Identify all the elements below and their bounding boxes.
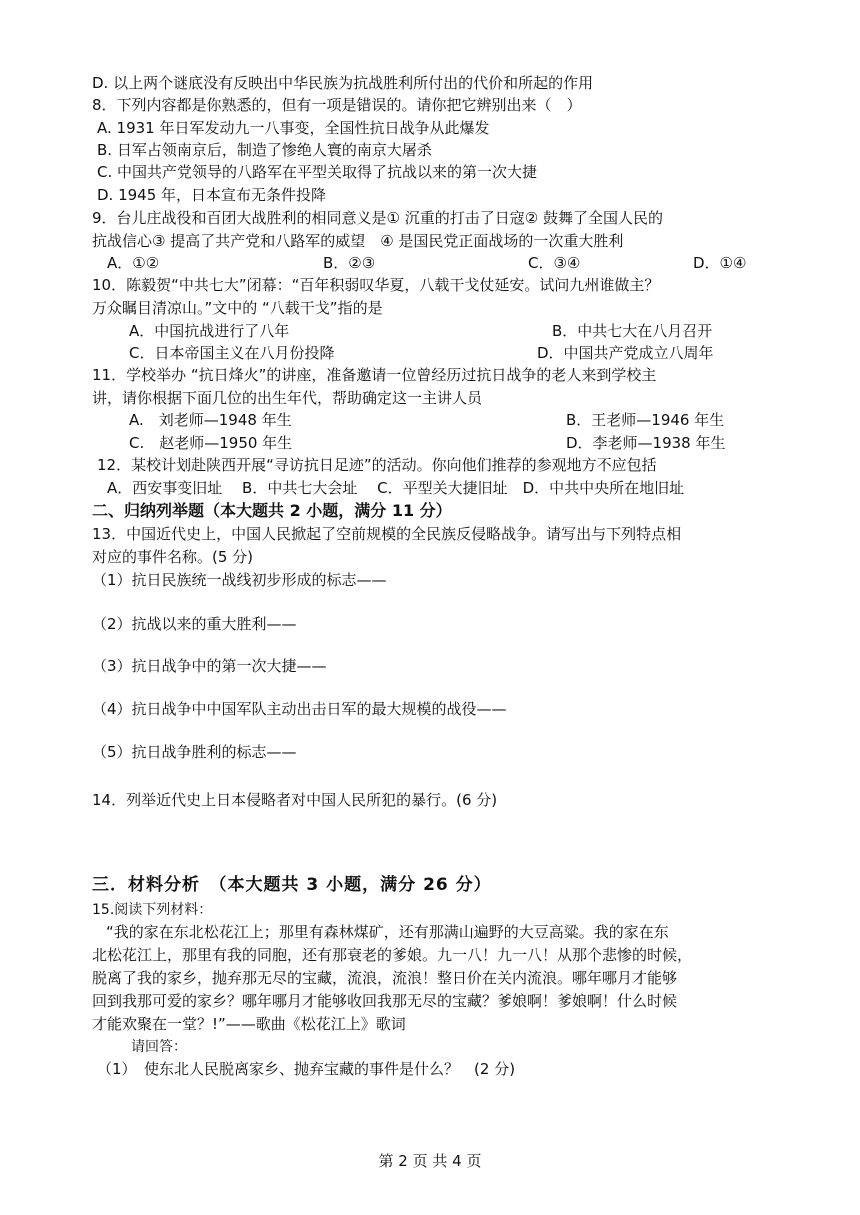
q15-answer-prompt: 请回答：: [131, 1039, 187, 1055]
q13-item-1: （1）抗日民族统一战线初步形成的标志——: [92, 571, 387, 589]
q10-option-d: D．中国共产党成立八周年: [537, 344, 714, 362]
q15-material-line5: 才能欢聚在一堂？!”——歌曲《松花江上》歌词: [92, 1015, 406, 1033]
q8-option-c: C. 中国共产党领导的八路军在平型关取得了抗战以来的第一次大捷: [97, 163, 538, 181]
section-3-title: 三．材料分析 （本大题共 3 小题，满分 26 分）: [92, 875, 492, 895]
q11-stem-line1: 11．学校举办 “抗日烽火”的讲座，准备邀请一位曾经历过抗日战争的老人来到学校主: [92, 366, 657, 384]
q11-option-d: D．李老师—1938 年生: [566, 434, 726, 452]
q15-intro: 15.阅读下列材料：: [92, 902, 213, 918]
q9-stem-line1: 9．台儿庄战役和百团大战胜利的相同意义是① 沉重的打击了日寇② 鼓舞了全国人民的: [92, 209, 663, 227]
q13-stem-line1: 13．中国近代史上，中国人民掀起了空前规模的全民族反侵略战争。请写出与下列特点相: [92, 525, 682, 543]
q12-options: A．西安事变旧址 B．中共七大会址 C．平型关大捷旧址 D．中共中央所在地旧址: [107, 479, 685, 497]
q8-option-b: B. 日军占领南京后，制造了惨绝人寰的南京大屠杀: [97, 141, 432, 159]
q9-option-c: C．③④: [528, 254, 581, 272]
q13-stem-line2: 对应的事件名称。(5 分): [92, 548, 254, 566]
q12-stem: 12．某校计划赴陕西开展“寻访抗日足迹”的活动。你向他们推荐的参观地方不应包括: [97, 456, 657, 474]
q9-stem-line2: 抗战信心③ 提高了共产党和八路军的威望 ④ 是国民党正面战场的一次重大胜利: [92, 232, 624, 250]
q15-material-line4: 回到我那可爱的家乡？哪年哪月才能够收回我那无尽的宝藏？爹娘啊！爹娘啊！什么时候: [92, 992, 678, 1010]
q10-option-c: C．日本帝国主义在八月份投降: [129, 344, 335, 362]
q15-material-line2: 北松花江上，那里有我的同胞，还有那衰老的爹娘。九一八！九一八！从那个悲惨的时候，: [92, 946, 693, 964]
q14-stem: 14．列举近代史上日本侵略者对中国人民所犯的暴行。(6 分): [92, 791, 498, 809]
q11-stem-line2: 讲，请你根据下面几位的出生年代，帮助确定这一主讲人员: [92, 389, 483, 407]
q8-stem: 8．下列内容都是你熟悉的，但有一项是错误的。请你把它辨别出来（ ）: [92, 96, 582, 114]
page-footer: 第 2 页 共 4 页: [378, 1152, 482, 1170]
q10-option-b: B．中共七大在八月召开: [552, 322, 713, 340]
q11-option-c: C. 赵老师—1950 年生: [129, 434, 293, 452]
q10-stem-line2: 万众瞩目清凉山。”文中的 “八载干戈”指的是: [92, 299, 383, 317]
q11-option-a: A. 刘老师—1948 年生: [129, 411, 292, 429]
q15-material-line3: 脱离了我的家乡，抛弃那无尽的宝藏，流浪，流浪！整日价在关内流浪。哪年哪月才能够: [92, 969, 678, 987]
q9-option-b: B．②③: [323, 254, 376, 272]
q10-stem-line1: 10．陈毅贺“中共七大”闭幕：“百年积弱叹华夏，八载干戈仗延安。试问九州谁做主？: [92, 276, 660, 294]
q15-material-line1: “我的家在东北松花江上；那里有森林煤矿，还有那满山遍野的大豆高粱。我的家在东: [106, 923, 669, 941]
q15-sub-question-1: （1） 使东北人民脱离家乡、抛弃宝藏的事件是什么？ (2 分): [97, 1060, 516, 1078]
section-2-title: 二、归纳列举题（本大题共 2 小题，满分 11 分）: [92, 501, 452, 520]
q9-option-a: A．①②: [107, 254, 160, 272]
q13-item-5: （5）抗日战争胜利的标志——: [92, 743, 297, 761]
q13-item-2: （2）抗战以来的重大胜利——: [92, 615, 297, 633]
q11-option-b: B．王老师—1946 年生: [566, 411, 725, 429]
q10-option-a: A．中国抗战进行了八年: [129, 322, 290, 340]
q13-item-3: （3）抗日战争中的第一次大捷——: [92, 657, 327, 675]
q9-option-d: D．①④: [693, 254, 747, 272]
q7-option-d: D. 以上两个谜底没有反映出中华民族为抗战胜利所付出的代价和所起的作用: [92, 74, 594, 92]
q13-item-4: （4）抗日战争中中国军队主动出击日军的最大规模的战役——: [92, 700, 507, 718]
q8-option-d: D. 1945 年，日本宣布无条件投降: [97, 186, 327, 204]
q8-option-a: A. 1931 年日军发动九一八事变，全国性抗日战争从此爆发: [97, 119, 490, 137]
